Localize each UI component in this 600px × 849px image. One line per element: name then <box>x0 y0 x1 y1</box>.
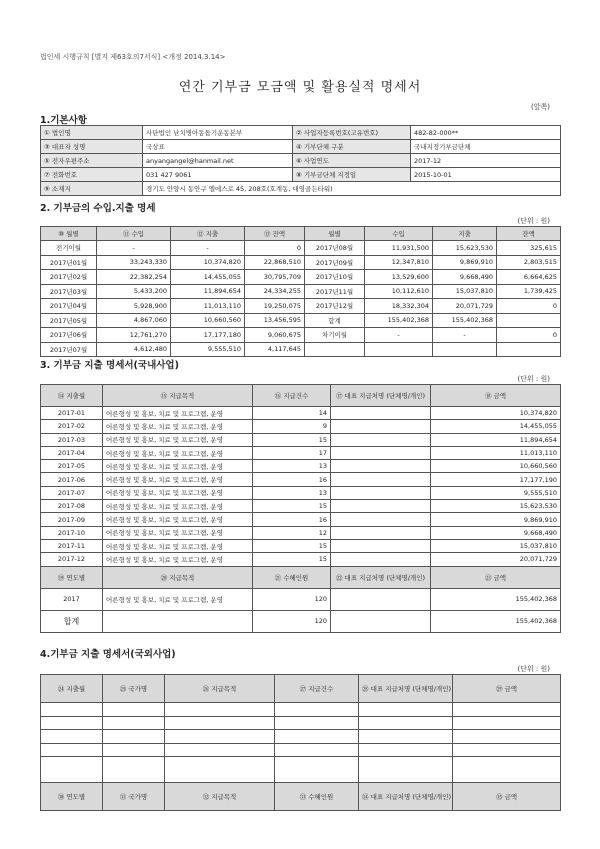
amount-cell: 20,071,729 <box>433 299 497 314</box>
column-header: ㉑ 수혜인원 <box>253 566 331 588</box>
empty-cell <box>165 730 275 744</box>
recipient-name <box>331 420 431 433</box>
empty-cell <box>453 757 561 783</box>
total-recipient <box>331 610 431 632</box>
amount-cell: 10,660,560 <box>171 313 245 328</box>
expense-month: 2017-10 <box>41 526 103 539</box>
amount-cell: 4,612,480 <box>97 342 171 357</box>
domestic-row <box>41 446 561 459</box>
expense-purpose: 어른형성 및 홍보, 치료 및 프로그램, 운영 <box>103 460 253 473</box>
income-expense-row <box>41 299 561 314</box>
expense-month: 2017-11 <box>41 539 103 552</box>
column-header: ⑩ 월별 <box>41 227 97 241</box>
year-purpose: 어른형성 및 홍보, 치료 및 프로그램, 운영 <box>103 588 253 610</box>
expense-count: 15 <box>253 553 331 566</box>
overseas-year-header <box>41 783 561 811</box>
column-header: ㉟ 금액 <box>453 783 561 811</box>
total-label: 합계 <box>41 610 103 632</box>
amount-cell <box>365 342 433 357</box>
domestic-row <box>41 460 561 473</box>
amount-cell: 9,555,510 <box>171 342 245 357</box>
expense-month: 2017-04 <box>41 446 103 459</box>
empty-cell <box>103 743 165 757</box>
empty-cell <box>359 730 453 744</box>
empty-cell <box>275 703 359 717</box>
month-label: 2017년11월 <box>305 284 365 299</box>
empty-cell <box>275 743 359 757</box>
amount-cell <box>497 342 561 357</box>
expense-purpose: 어른형성 및 홍보, 치료 및 프로그램, 운영 <box>103 446 253 459</box>
amount-cell: - <box>433 328 497 343</box>
month-label: 2017년06월 <box>41 328 97 343</box>
expense-amount: 15,623,530 <box>431 500 561 513</box>
domestic-row <box>41 513 561 526</box>
empty-cell <box>103 730 165 744</box>
column-header: ⑫ 지출 <box>171 227 245 241</box>
amount-cell: 155,402,368 <box>365 313 433 328</box>
recipient-name <box>331 407 431 420</box>
column-header: ⑪ 수입 <box>97 227 171 241</box>
expense-amount: 20,071,729 <box>431 553 561 566</box>
amount-cell: 15,037,810 <box>433 284 497 299</box>
empty-cell <box>41 757 103 783</box>
domestic-row <box>41 553 561 566</box>
amount-cell: 12,761,270 <box>97 328 171 343</box>
address-label: ⑨ 소재지 <box>41 182 143 196</box>
amount-cell: 4,867,060 <box>97 313 171 328</box>
empty-cell <box>453 703 561 717</box>
column-header: 수입 <box>365 227 433 241</box>
month-label: 2017년01월 <box>41 255 97 270</box>
income-expense-row <box>41 328 561 343</box>
income-expense-header <box>41 227 561 241</box>
amount-cell: 22,382,254 <box>97 270 171 285</box>
domestic-row <box>41 486 561 499</box>
amount-cell <box>497 313 561 328</box>
section3-unit: (단위 : 원) <box>517 375 550 383</box>
domestic-row <box>41 500 561 513</box>
section4-heading: 4.기부금 지출 명세서(국외사업) <box>40 649 176 660</box>
empty-cell <box>41 730 103 744</box>
empty-cell <box>41 716 103 730</box>
expense-month: 2017-12 <box>41 553 103 566</box>
expense-purpose: 어른형성 및 홍보, 치료 및 프로그램, 운영 <box>103 539 253 552</box>
empty-cell <box>453 730 561 744</box>
amount-cell: 11,931,500 <box>365 241 433 256</box>
amount-cell: 0 <box>245 241 305 256</box>
amount-cell: 155,402,368 <box>433 313 497 328</box>
expense-purpose: 어른형성 및 홍보, 치료 및 프로그램, 운영 <box>103 553 253 566</box>
recipient-name <box>331 539 431 552</box>
empty-cell <box>41 703 103 717</box>
month-label: 2017년05월 <box>41 313 97 328</box>
field-value: 2015-10-01 <box>411 168 561 182</box>
empty-cell <box>359 703 453 717</box>
amount-cell: 0 <box>497 328 561 343</box>
page-side-label: (앞쪽) <box>531 103 550 111</box>
basic-info-table <box>40 125 561 196</box>
column-header: ㉒ 대표 지급처명 (단체명/개인) <box>331 566 431 588</box>
month-label: 차기이월 <box>305 328 365 343</box>
domestic-row <box>41 539 561 552</box>
form-title: 연간 기부금 모금액 및 활용실적 명세서 <box>178 80 422 95</box>
expense-purpose: 어른형성 및 홍보, 치료 및 프로그램, 운영 <box>103 420 253 433</box>
empty-cell <box>41 743 103 757</box>
amount-cell: - <box>365 328 433 343</box>
month-label: 2017년07월 <box>41 342 97 357</box>
amount-cell <box>433 342 497 357</box>
expense-count: 15 <box>253 433 331 446</box>
expense-count: 15 <box>253 500 331 513</box>
amount-cell: 17,177,180 <box>171 328 245 343</box>
field-label: ③ 대표자 성명 <box>41 140 143 154</box>
column-header: ㉜ 지급목적 <box>165 783 275 811</box>
domestic-year-row <box>41 588 561 610</box>
section2-unit: (단위 : 원) <box>517 217 550 225</box>
field-value: 국내지정기부금단체 <box>411 140 561 154</box>
recipient-name <box>331 433 431 446</box>
expense-amount: 10,660,560 <box>431 460 561 473</box>
year-beneficiaries: 120 <box>253 588 331 610</box>
column-header: ㉗ 지급건수 <box>275 675 359 703</box>
address-row <box>41 182 561 196</box>
recipient-name <box>331 513 431 526</box>
income-expense-row <box>41 342 561 357</box>
column-header: ㉙ 금액 <box>453 675 561 703</box>
amount-cell: 9,668,490 <box>433 270 497 285</box>
basic-info-row <box>41 126 561 140</box>
domestic-total-row <box>41 610 561 632</box>
basic-info-row <box>41 140 561 154</box>
expense-month: 2017-05 <box>41 460 103 473</box>
field-label: ④ 기부단체 구분 <box>293 140 411 154</box>
field-value: 482-82-000** <box>411 126 561 140</box>
column-header: ㉕ 국가명 <box>103 675 165 703</box>
amount-cell: 2,803,515 <box>497 255 561 270</box>
address-value: 경기도 안양시 동안구 엘에스로 45, 208호(호계동, 대영골든타워) <box>143 182 561 196</box>
amount-cell: - <box>97 241 171 256</box>
amount-cell: 24,334,255 <box>245 284 305 299</box>
expense-amount: 11,013,110 <box>431 446 561 459</box>
empty-cell <box>103 703 165 717</box>
column-header: 월별 <box>305 227 365 241</box>
empty-cell <box>359 743 453 757</box>
recipient-name <box>331 553 431 566</box>
expense-month: 2017-02 <box>41 420 103 433</box>
empty-cell <box>275 730 359 744</box>
domestic-year-header <box>41 566 561 588</box>
expense-count: 16 <box>253 513 331 526</box>
section1-heading: 1.기본사항 <box>40 115 87 126</box>
income-expense-row <box>41 255 561 270</box>
month-label: 2017년03월 <box>41 284 97 299</box>
empty-cell <box>359 757 453 783</box>
month-label: 전기이월 <box>41 241 97 256</box>
month-label <box>305 342 365 357</box>
expense-month: 2017-03 <box>41 433 103 446</box>
amount-cell: 30,795,709 <box>245 270 305 285</box>
amount-cell: 5,433,200 <box>97 284 171 299</box>
expense-count: 15 <box>253 539 331 552</box>
column-header: ㉛ 국가명 <box>103 783 165 811</box>
amount-cell: 33,243,330 <box>97 255 171 270</box>
amount-cell: 6,664,625 <box>497 270 561 285</box>
empty-cell <box>453 743 561 757</box>
amount-cell: 9,060,675 <box>245 328 305 343</box>
empty-cell <box>165 716 275 730</box>
amount-cell: 11,894,654 <box>171 284 245 299</box>
expense-purpose: 어른형성 및 홍보, 치료 및 프로그램, 운영 <box>103 500 253 513</box>
column-header: 잔액 <box>497 227 561 241</box>
month-label: 합계 <box>305 313 365 328</box>
field-value: anyangangel@hanmail.net <box>143 154 293 168</box>
field-value: 2017-12 <box>411 154 561 168</box>
recipient-name <box>331 460 431 473</box>
empty-cell <box>359 716 453 730</box>
expense-count: 12 <box>253 526 331 539</box>
income-expense-row <box>41 270 561 285</box>
column-header: ㉓ 금액 <box>431 566 561 588</box>
expense-month: 2017-09 <box>41 513 103 526</box>
expense-purpose: 어른형성 및 홍보, 치료 및 프로그램, 운영 <box>103 407 253 420</box>
amount-cell: 18,332,304 <box>365 299 433 314</box>
field-label: ⑤ 전자우편주소 <box>41 154 143 168</box>
domestic-row <box>41 473 561 486</box>
amount-cell: 15,623,530 <box>433 241 497 256</box>
amount-cell: 1,739,425 <box>497 284 561 299</box>
income-expense-row <box>41 284 561 299</box>
amount-cell: 13,456,595 <box>245 313 305 328</box>
expense-count: 13 <box>253 486 331 499</box>
domestic-row <box>41 433 561 446</box>
amount-cell: 11,013,110 <box>171 299 245 314</box>
month-label: 2017년04월 <box>41 299 97 314</box>
expense-purpose: 어른형성 및 홍보, 치료 및 프로그램, 운영 <box>103 513 253 526</box>
domestic-row <box>41 407 561 420</box>
expense-amount: 11,894,654 <box>431 433 561 446</box>
column-header: ㉝ 수혜인원 <box>275 783 359 811</box>
overseas-row <box>41 703 561 717</box>
recipient-name <box>331 486 431 499</box>
expense-amount: 9,668,490 <box>431 526 561 539</box>
income-expense-table <box>40 226 561 357</box>
year-amount: 155,402,368 <box>431 588 561 610</box>
month-label: 2017년12월 <box>305 299 365 314</box>
expense-month: 2017-01 <box>41 407 103 420</box>
column-header: ⑭ 지출월 <box>41 385 103 407</box>
expense-count: 16 <box>253 473 331 486</box>
expense-count: 14 <box>253 407 331 420</box>
total-beneficiaries: 120 <box>253 610 331 632</box>
empty-cell <box>165 757 275 783</box>
amount-cell: 4,117,645 <box>245 342 305 357</box>
expense-amount: 17,177,190 <box>431 473 561 486</box>
amount-cell: 22,868,510 <box>245 255 305 270</box>
expense-amount: 14,455,055 <box>431 420 561 433</box>
amount-cell: 12,347,810 <box>365 255 433 270</box>
empty-cell <box>275 716 359 730</box>
column-header: ㉚ 연도별 <box>41 783 103 811</box>
field-label: ② 사업자등록번호(고유번호) <box>293 126 411 140</box>
year-label: 2017 <box>41 588 103 610</box>
field-label: ① 법인명 <box>41 126 143 140</box>
field-value: 사단법인 난치병아동돕기운동본부 <box>143 126 293 140</box>
field-label: ⑦ 전화번호 <box>41 168 143 182</box>
domestic-row <box>41 526 561 539</box>
expense-count: 9 <box>253 420 331 433</box>
recipient-name <box>331 473 431 486</box>
expense-amount: 9,555,510 <box>431 486 561 499</box>
empty-cell <box>165 703 275 717</box>
form-header-note: 법인세 시행규칙 [별지 제63호의7서식] <개정 2014.3.14> <box>40 53 226 61</box>
expense-purpose: 어른형성 및 홍보, 치료 및 프로그램, 운영 <box>103 433 253 446</box>
basic-info-row <box>41 168 561 182</box>
expense-amount: 9,869,910 <box>431 513 561 526</box>
column-header: ㉔ 지출월 <box>41 675 103 703</box>
total-purpose <box>103 610 253 632</box>
amount-cell: 19,250,075 <box>245 299 305 314</box>
month-label: 2017년09월 <box>305 255 365 270</box>
empty-cell <box>453 716 561 730</box>
amount-cell: 10,374,820 <box>171 255 245 270</box>
domestic-row <box>41 420 561 433</box>
expense-month: 2017-07 <box>41 486 103 499</box>
section4-unit: (단위 : 원) <box>517 665 550 673</box>
expense-month: 2017-08 <box>41 500 103 513</box>
field-value: 국상표 <box>143 140 293 154</box>
amount-cell: 9,869,910 <box>433 255 497 270</box>
recipient-name <box>331 446 431 459</box>
expense-purpose: 어른형성 및 홍보, 치료 및 프로그램, 운영 <box>103 526 253 539</box>
column-header: ⑰ 대표 지급처명 (단체명/개인) <box>331 385 431 407</box>
field-label: ⑥ 사업연도 <box>293 154 411 168</box>
column-header: ⑱ 금액 <box>431 385 561 407</box>
column-header: ⑯ 지급건수 <box>253 385 331 407</box>
total-amount: 155,402,368 <box>431 610 561 632</box>
amount-cell: 10,112,610 <box>365 284 433 299</box>
recipient-name <box>331 526 431 539</box>
basic-info-row <box>41 154 561 168</box>
expense-amount: 15,037,810 <box>431 539 561 552</box>
column-header: ㉖ 지급목적 <box>165 675 275 703</box>
month-label: 2017년08월 <box>305 241 365 256</box>
income-expense-row <box>41 241 561 256</box>
expense-purpose: 어른형성 및 홍보, 치료 및 프로그램, 운영 <box>103 473 253 486</box>
overseas-row <box>41 716 561 730</box>
amount-cell: 13,529,600 <box>365 270 433 285</box>
column-header: ㉘ 대표 지급처명 (단체명/개인) <box>359 675 453 703</box>
empty-cell <box>103 716 165 730</box>
month-label: 2017년10월 <box>305 270 365 285</box>
column-header: ㉞ 대표 지급처명 (단체명/개인) <box>359 783 453 811</box>
column-header: ⑳ 지급목적 <box>103 566 253 588</box>
field-value: 031 427 9061 <box>143 168 293 182</box>
amount-cell: 5,928,900 <box>97 299 171 314</box>
expense-count: 17 <box>253 446 331 459</box>
empty-cell <box>275 757 359 783</box>
column-header: 지출 <box>433 227 497 241</box>
column-header: ⑬ 잔액 <box>245 227 305 241</box>
domestic-expense-table <box>40 384 561 633</box>
year-recipient <box>331 588 431 610</box>
amount-cell: - <box>171 241 245 256</box>
empty-cell <box>103 757 165 783</box>
amount-cell: 325,615 <box>497 241 561 256</box>
empty-cell <box>165 743 275 757</box>
amount-cell: 0 <box>497 299 561 314</box>
overseas-row <box>41 743 561 757</box>
expense-count: 13 <box>253 460 331 473</box>
column-header: ⑲ 연도별 <box>41 566 103 588</box>
domestic-header <box>41 385 561 407</box>
section3-heading: 3. 기부금 지출 명세서(국내사업) <box>40 360 179 371</box>
column-header: ⑮ 지급목적 <box>103 385 253 407</box>
expense-purpose: 어른형성 및 홍보, 치료 및 프로그램, 운영 <box>103 486 253 499</box>
expense-month: 2017-06 <box>41 473 103 486</box>
expense-amount: 10,374,820 <box>431 407 561 420</box>
overseas-spacer-row <box>41 757 561 783</box>
field-label: ⑧ 기부금단체 지정일 <box>293 168 411 182</box>
recipient-name <box>331 500 431 513</box>
section2-heading: 2. 기부금의 수입.지출 명세 <box>40 203 156 214</box>
month-label: 2017년02월 <box>41 270 97 285</box>
overseas-expense-table <box>40 674 561 811</box>
income-expense-row <box>41 313 561 328</box>
amount-cell: 14,455,055 <box>171 270 245 285</box>
overseas-row <box>41 730 561 744</box>
overseas-header <box>41 675 561 703</box>
